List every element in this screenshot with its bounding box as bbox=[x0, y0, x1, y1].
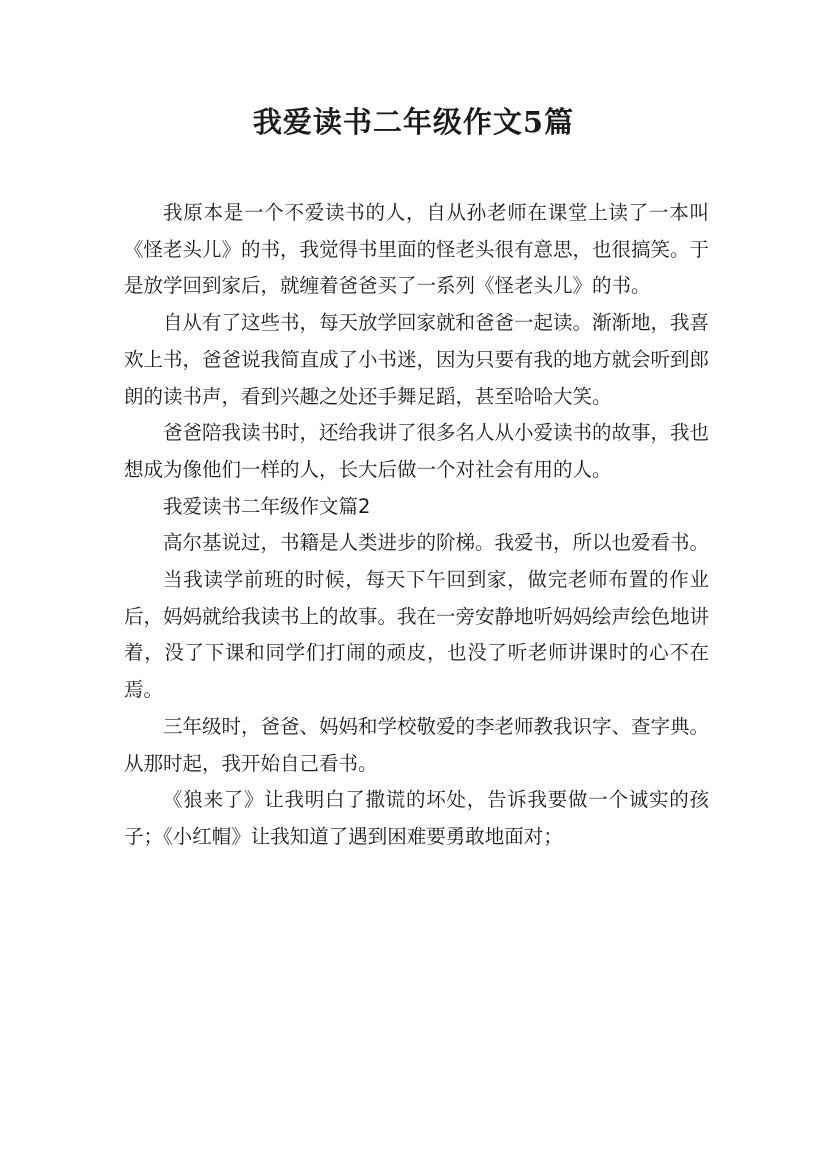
paragraph: 三年级时，爸爸、妈妈和学校敬爱的李老师教我识字、查字典。从那时起，我开始自己看书。 bbox=[124, 714, 710, 775]
paragraph: 我原本是一个不爱读书的人，自从孙老师在课堂上读了一本叫《怪老头儿》的书，我觉得书里面的怪老头很有意思，也很搞笑。于是放学回到家后，就缠着爸爸买了一系列《怪老头儿》的书。 bbox=[124, 201, 710, 298]
paragraph: 高尔基说过，书籍是人类进步的阶梯。我爱书，所以也爱看书。 bbox=[163, 531, 710, 555]
paragraph: 自从有了这些书，每天放学回家就和爸爸一起读。渐渐地，我喜欢上书，爸爸说我简直成了小书迷，因为只要有我的地方就会听到郎朗的读书声，看到兴趣之处还手舞足蹈，甚至哈哈大笑。 bbox=[124, 311, 710, 408]
paragraph: 当我读学前班的时候，每天下午回到家，做完老师布置的作业后，妈妈就给我读书上的故事。我在一旁安静地听妈妈绘声绘色地讲着，没了下课和同学们打闹的顽皮，也没了听老师讲课时的心不在焉。 bbox=[124, 568, 710, 702]
document-body bbox=[124, 195, 709, 856]
paragraph: 《狼来了》让我明白了撒谎的坏处，告诉我要做一个诚实的孩子；《小红帽》让我知道了遇到困难要勇敢地面对； bbox=[124, 788, 709, 848]
section-heading: 我爱读书二年级作文篇2 bbox=[163, 494, 371, 518]
document-title: 我爱读书二年级作文5篇 bbox=[252, 105, 575, 139]
paragraph: 爸爸陪我读书时，还给我讲了很多名人从小爱读书的故事，我也想成为像他们一样的人，长大后做一个对社会有用的人。 bbox=[124, 421, 710, 481]
